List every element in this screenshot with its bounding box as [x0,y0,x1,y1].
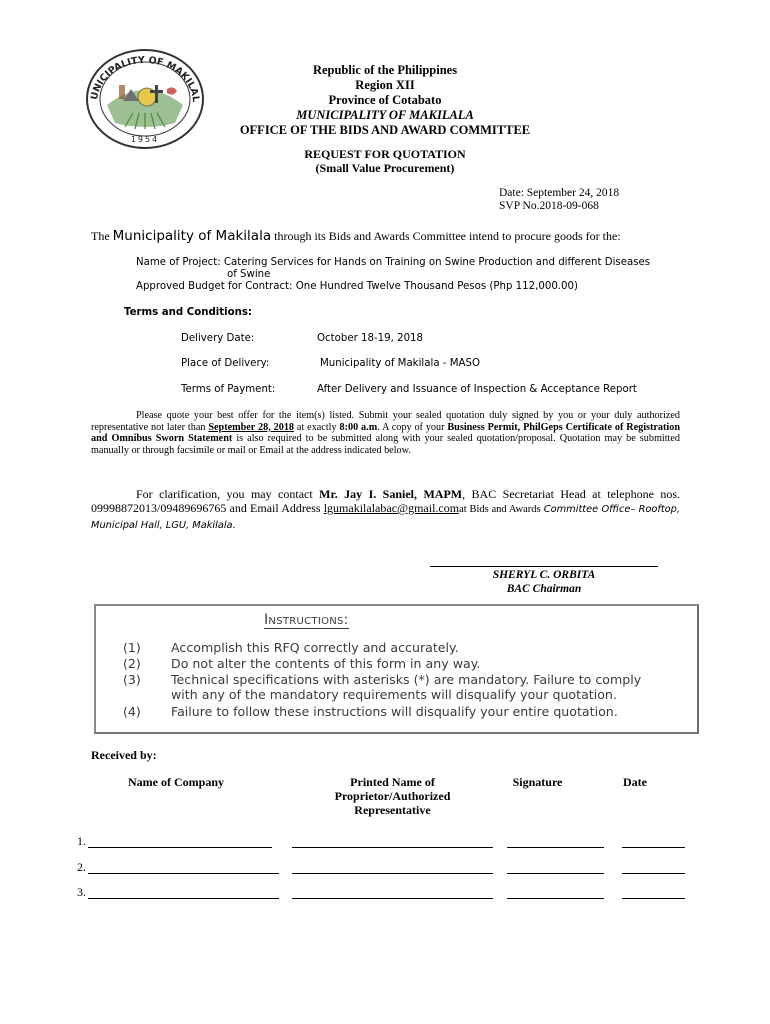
para1-text3: . A copy of your [377,421,448,433]
project-name-cont: of Swine [227,269,271,280]
row-number: 3. [77,885,86,899]
company-name-field[interactable] [88,847,272,848]
instruction-text-cont: with any of the mandatory requirements will disqualify your quotation. [171,687,617,702]
instruction-number: (2) [123,656,141,671]
column-header-printed-name-line3: Representative [354,803,431,817]
submission-deadline: September 28, 2018 [208,421,295,433]
instruction-text: Do not alter the contents of this form in any way. [171,656,481,671]
received-by-label: Received by: [91,748,157,762]
intro-entity: Municipality of Makilala [112,228,272,244]
instruction-number: (1) [123,640,141,655]
para1-text4: is also required to be submitted along with your sealed quotation/proposal. Quotation may be submitted manually or through facsimile or mail or Email at the address indicated below. [91,433,680,456]
printed-name-field[interactable] [292,898,493,899]
project-details [136,257,696,293]
para1-text2: at exactly [294,421,340,433]
instructions-title [264,612,349,628]
signature-field[interactable] [507,847,604,848]
contact-email-link[interactable]: lgumakilalabac@gmail.com [323,501,460,515]
instructions-title-text: Instructions: [264,612,349,628]
column-header-printed-name-line2: Proprietor/Authorized [334,789,451,803]
column-header-signature: Signature [512,775,563,789]
header-office: OFFICE OF THE BIDS AND AWARD COMMITTEE [239,123,531,137]
clarification-paragraph [91,487,680,533]
rfq-subtitle: (Small Value Procurement) [315,161,455,175]
signature-field[interactable] [507,873,604,874]
para2-text1: For clarification, you may contact [136,487,320,501]
terms-heading: Terms and Conditions: [124,307,252,318]
header-province: Province of Cotabato [328,93,442,107]
row-number: 2. [77,860,86,874]
header-republic: Republic of the Philippines [312,63,458,77]
signatory-block [430,568,658,596]
approved-budget: Approved Budget for Contract: One Hundred Twelve Thousand Pesos (Php 112,000.00) [136,281,578,292]
company-name-field[interactable] [88,898,279,899]
svg-text:MUNICIPALITY OF MAKILALA: UNICIPALITY OF MAKILAL [89,54,202,103]
intro-post: through its Bids and Awards Committee intend to procure goods for the: [271,229,621,243]
para2-text2: , BAC Secretariat Head at telephone nos. 09998872013/09489696765 and Email Address [91,487,680,515]
para1-text1: Please quote your best offer for the item(s) listed. Submit your sealed quotation duly signed by you or your duly authorized representative not later than [91,410,680,433]
submission-instructions-paragraph [91,410,680,456]
instruction-text: Accomplish this RFQ correctly and accurately. [171,640,459,655]
column-header-printed-name [305,775,480,817]
document-date: Date: September 24, 2018 [499,187,620,199]
document-header [0,63,770,138]
place-of-delivery-value: Municipality of Makilala - MASO [320,358,480,369]
instruction-text: Technical specifications with asterisks (*) are mandatory. Failure to comply [171,672,642,687]
required-documents: Business Permit, PhilGeps Certificate of Registration and Omnibus Sworn Statement [91,421,680,445]
date-field[interactable] [622,873,685,874]
rfq-title: REQUEST FOR QUOTATION [304,147,466,161]
company-name-field[interactable] [88,873,279,874]
project-name: Name of Project: Catering Services for Hands on Training on Swine Production and different Diseases [136,257,651,268]
terms-of-payment-value: After Delivery and Issuance of Inspection & Acceptance Report [317,384,637,395]
date-field[interactable] [622,898,685,899]
row-number: 1. [77,834,86,848]
place-of-delivery-label: Place of Delivery: [181,358,270,369]
para2-text4: . [232,520,236,531]
rfq-title-block [0,147,770,175]
signature-line [430,566,658,567]
date-block [499,187,619,213]
printed-name-field[interactable] [292,873,493,874]
para2-text3: at Bids and Awards [459,504,541,515]
signatory-name: SHERYL C. ORBITA [492,569,596,581]
column-header-date: Date [623,775,647,789]
instruction-text: Failure to follow these instructions will disqualify your entire quotation. [171,704,618,719]
svg-text:1954: 1954 [130,135,160,144]
printed-name-field[interactable] [292,847,493,848]
svp-number: SVP No.2018-09-068 [499,200,599,212]
signatory-title: BAC Chairman [506,583,582,595]
column-header-company: Name of Company [128,775,224,789]
delivery-date-value: October 18-19, 2018 [317,333,424,344]
terms-of-payment-label: Terms of Payment: [181,384,276,395]
instruction-number: (3) [123,672,141,687]
intro-sentence [91,228,621,244]
intro-pre: The [91,229,113,243]
office-location: Committee Office– Rooftop, Municipal Hall, LGU, Makilala [91,504,680,531]
submission-time: 8:00 a.m [339,421,378,433]
column-header-printed-name-line1: Printed Name of [350,775,435,789]
instruction-number: (4) [123,704,141,719]
header-municipality: MUNICIPALITY OF MAKILALA [296,108,474,122]
delivery-date-label: Delivery Date: [181,333,255,344]
header-region: Region XII [355,78,415,92]
date-field[interactable] [622,847,685,848]
contact-person: Mr. Jay I. Saniel, MAPM [319,487,463,501]
signature-field[interactable] [507,898,604,899]
